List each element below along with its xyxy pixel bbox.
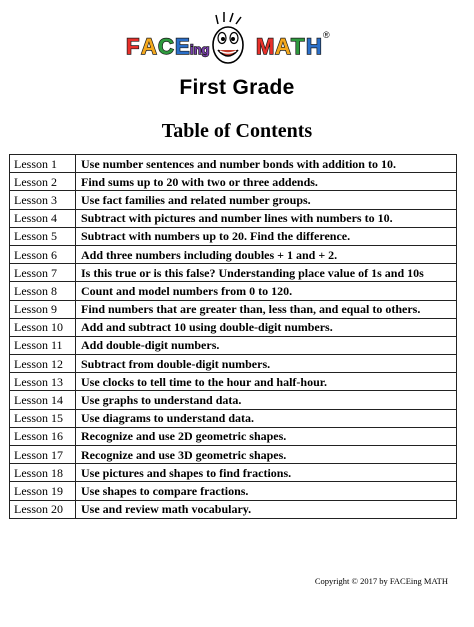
lesson-number: Lesson 17 <box>10 446 76 464</box>
lesson-description: Use pictures and shapes to find fractions. <box>76 464 457 482</box>
lesson-description: Recognize and use 3D geometric shapes. <box>76 446 457 464</box>
lesson-number: Lesson 15 <box>10 409 76 427</box>
table-row <box>10 336 457 354</box>
table-row <box>10 264 457 282</box>
table-row <box>10 482 457 500</box>
lesson-number: Lesson 13 <box>10 373 76 391</box>
lesson-number: Lesson 11 <box>10 336 76 354</box>
table-row <box>10 191 457 209</box>
lesson-number: Lesson 5 <box>10 227 76 245</box>
lesson-description: Add double-digit numbers. <box>76 336 457 354</box>
smiling-face-icon <box>213 12 243 63</box>
logo-text-ing: ing <box>190 42 210 57</box>
logo-letter-a: A <box>141 34 157 59</box>
lesson-number: Lesson 3 <box>10 191 76 209</box>
table-row <box>10 409 457 427</box>
logo-letter-m: M <box>256 34 275 59</box>
lesson-number: Lesson 7 <box>10 264 76 282</box>
table-row <box>10 318 457 336</box>
lesson-number: Lesson 18 <box>10 464 76 482</box>
lesson-description: Subtract with numbers up to 20. Find the difference. <box>76 227 457 245</box>
lesson-description: Use shapes to compare fractions. <box>76 482 457 500</box>
lesson-number: Lesson 6 <box>10 245 76 263</box>
logo-letter-f: F <box>126 34 140 59</box>
lesson-number: Lesson 19 <box>10 482 76 500</box>
table-row <box>10 373 457 391</box>
lesson-description: Is this true or is this false? Understanding place value of 1s and 10s <box>76 264 457 282</box>
lesson-description: Use number sentences and number bonds with addition to 10. <box>76 155 457 173</box>
table-row <box>10 446 457 464</box>
lesson-description: Use and review math vocabulary. <box>76 500 457 518</box>
lesson-number: Lesson 10 <box>10 318 76 336</box>
table-row <box>10 464 457 482</box>
table-row <box>10 427 457 445</box>
logo-letter-a2: A <box>275 34 291 59</box>
table-row <box>10 155 457 173</box>
lesson-description: Count and model numbers from 0 to 120. <box>76 282 457 300</box>
lesson-number: Lesson 2 <box>10 173 76 191</box>
table-row <box>10 227 457 245</box>
lesson-description: Find sums up to 20 with two or three addends. <box>76 173 457 191</box>
table-row <box>10 245 457 263</box>
logo-letter-e: E <box>175 34 190 59</box>
table-row <box>10 173 457 191</box>
lesson-description: Use fact families and related number groups. <box>76 191 457 209</box>
lesson-description: Use diagrams to understand data. <box>76 409 457 427</box>
registered-mark: ® <box>323 30 330 40</box>
table-row <box>10 500 457 518</box>
table-row <box>10 282 457 300</box>
lesson-number: Lesson 16 <box>10 427 76 445</box>
table-row <box>10 391 457 409</box>
table-row <box>10 355 457 373</box>
lesson-number: Lesson 20 <box>10 500 76 518</box>
table-row <box>10 209 457 227</box>
lesson-description: Use graphs to understand data. <box>76 391 457 409</box>
lesson-number: Lesson 9 <box>10 300 76 318</box>
lesson-description: Subtract with pictures and number lines with numbers to 10. <box>76 209 457 227</box>
logo-letter-c: C <box>158 34 174 59</box>
lesson-description: Add three numbers including doubles + 1 and + 2. <box>76 245 457 263</box>
lesson-description: Recognize and use 2D geometric shapes. <box>76 427 457 445</box>
grade-heading: First Grade <box>179 76 295 99</box>
logo-letter-h: H <box>306 34 322 59</box>
lesson-description: Find numbers that are greater than, less than, and equal to others. <box>76 300 457 318</box>
copyright-notice: Copyright © 2017 by FACEing MATH <box>314 576 448 586</box>
lesson-number: Lesson 4 <box>10 209 76 227</box>
lesson-number: Lesson 1 <box>10 155 76 173</box>
lesson-description: Subtract from double-digit numbers. <box>76 355 457 373</box>
lesson-number: Lesson 14 <box>10 391 76 409</box>
logo-letter-t: T <box>291 34 305 59</box>
table-of-contents-title: Table of Contents <box>161 120 313 142</box>
faceing-math-logo <box>123 10 335 76</box>
lesson-number: Lesson 8 <box>10 282 76 300</box>
lessons-table <box>9 154 457 519</box>
lesson-number: Lesson 12 <box>10 355 76 373</box>
lesson-description: Add and subtract 10 using double-digit numbers. <box>76 318 457 336</box>
table-row <box>10 300 457 318</box>
lesson-description: Use clocks to tell time to the hour and half-hour. <box>76 373 457 391</box>
